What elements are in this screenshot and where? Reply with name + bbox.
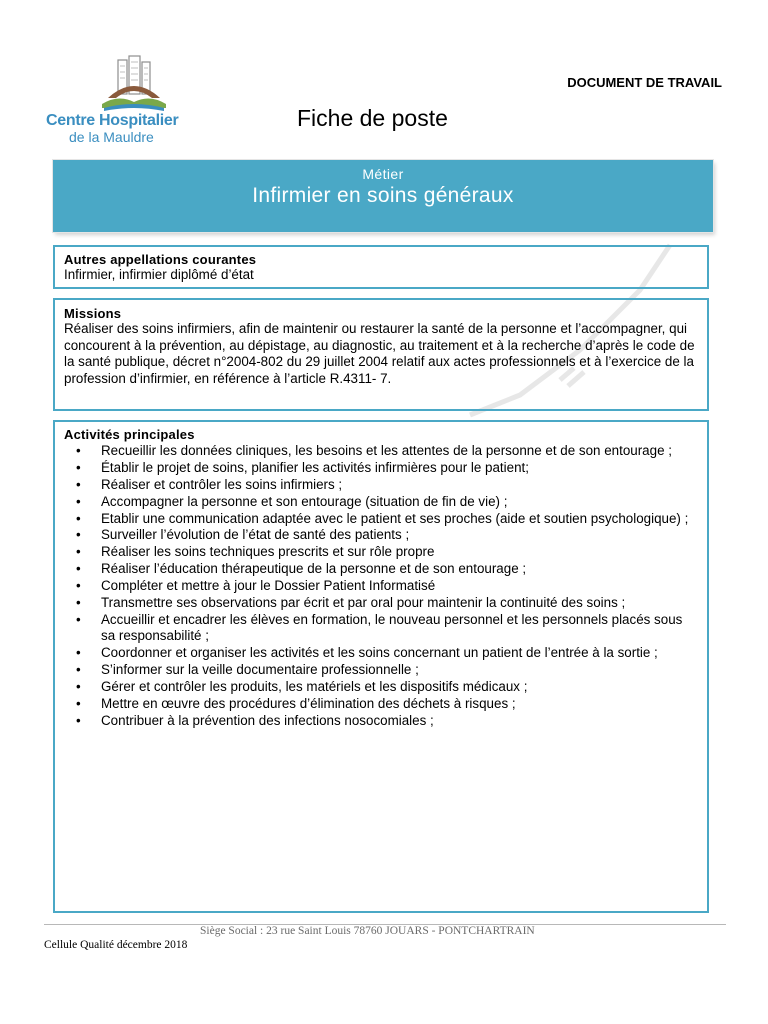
bullet-icon: • <box>76 443 81 458</box>
list-item <box>64 544 697 561</box>
list-item <box>64 662 697 679</box>
bullet-icon: • <box>76 645 81 661</box>
missions-section <box>53 298 709 411</box>
list-item <box>64 578 697 595</box>
list-item-text: Réaliser les soins techniques prescrits et sur rôle propre <box>101 544 435 560</box>
footer-address: Siège Social : 23 rue Saint Louis 78760 JOUARS - PONTCHARTRAIN <box>200 925 535 937</box>
bullet-icon: • <box>76 712 81 728</box>
missions-text: Réaliser des soins infirmiers, afin de maintenir ou restaurer la santé de la personne et l’accompagner, qui concourent à la prévention, au dépistage, au diagnostic, au traitement et à la recherche d’après le code de la santé publique, décret n°2004-802 du 29 juillet 2004 relatif aux actes professionnels et à l’exercice de la profession d’infirmier, en référence à l’article R.4311- 7. <box>64 321 695 386</box>
hospital-building-icon <box>94 54 174 112</box>
metier-title: Infirmier en soins généraux <box>252 184 514 207</box>
bullet-icon: • <box>76 695 81 711</box>
list-item <box>64 645 697 662</box>
list-item <box>64 595 697 612</box>
bullet-icon: • <box>76 544 81 560</box>
list-item <box>64 696 697 713</box>
list-item-text: Contribuer à la prévention des infections nosocomiales ; <box>101 712 434 728</box>
footer-credit: Cellule Qualité décembre 2018 <box>44 939 188 951</box>
logo-name: Centre Hospitalier <box>46 112 179 129</box>
activites-section <box>53 420 709 913</box>
bullet-icon: • <box>76 595 81 611</box>
bullet-icon: • <box>76 510 81 526</box>
bullet-icon: • <box>76 679 81 695</box>
metier-banner <box>53 160 713 232</box>
list-item <box>64 511 697 528</box>
appellations-section <box>53 245 709 289</box>
appellations-text: Infirmier, infirmier diplômé d’état <box>64 267 254 282</box>
list-item <box>64 443 697 460</box>
list-item-text: Coordonner et organiser les activités et les soins concernant un patient de l’entrée à la sortie ; <box>101 645 658 661</box>
missions-heading: Missions <box>64 306 122 321</box>
list-item-text: Surveiller l’évolution de l’état de santé des patients ; <box>101 527 410 543</box>
list-item-text: Etablir une communication adaptée avec le patient et ses proches (aide et soutien psychologique) ; <box>101 510 689 526</box>
list-item-text: Réaliser l’éducation thérapeutique de la personne et de son entourage ; <box>101 561 527 577</box>
document-type-label: DOCUMENT DE TRAVAIL <box>567 75 722 90</box>
list-item <box>64 612 697 645</box>
list-item <box>64 679 697 696</box>
list-item-text: S’informer sur la veille documentaire professionnelle ; <box>101 662 419 678</box>
list-item <box>64 561 697 578</box>
bullet-icon: • <box>76 527 81 543</box>
list-item <box>64 713 697 730</box>
list-item-text: Réaliser et contrôler les soins infirmiers ; <box>101 476 343 492</box>
page-title: Fiche de poste <box>297 105 448 131</box>
activites-heading: Activités principales <box>64 427 195 442</box>
list-item-text: Transmettre ses observations par écrit et par oral pour maintenir la continuité des soins ; <box>101 595 626 611</box>
logo-subtitle: de la Mauldre <box>69 129 154 145</box>
list-item-text: Recueillir les données cliniques, les besoins et les attentes de la personne et de son entourage ; <box>101 443 672 458</box>
list-item <box>64 527 697 544</box>
list-item-text: Établir le projet de soins, planifier les activités infirmières pour le patient; <box>101 459 529 475</box>
metier-label: Métier <box>362 166 404 182</box>
appellations-heading: Autres appellations courantes <box>64 252 257 267</box>
list-item <box>64 460 697 477</box>
list-item <box>64 477 697 494</box>
list-item-text: Mettre en œuvre des procédures d’élimination des déchets à risques ; <box>101 695 516 711</box>
list-item-text: Gérer et contrôler les produits, les matériels et les dispositifs médicaux ; <box>101 679 528 695</box>
list-item <box>64 494 697 511</box>
bullet-icon: • <box>76 493 81 509</box>
bullet-icon: • <box>76 578 81 594</box>
bullet-icon: • <box>76 459 81 475</box>
hospital-logo <box>44 54 204 146</box>
bullet-icon: • <box>76 476 81 492</box>
bullet-icon: • <box>76 561 81 577</box>
list-item-text: Accompagner la personne et son entourage (situation de fin de vie) ; <box>101 493 508 509</box>
list-item-text: Accueillir et encadrer les élèves en formation, le nouveau personnel et les personnels placés sous sa responsabilité ; <box>101 611 683 644</box>
bullet-icon: • <box>76 662 81 678</box>
activity-list <box>64 443 697 729</box>
bullet-icon: • <box>76 611 81 627</box>
list-item-text: Compléter et mettre à jour le Dossier Patient Informatisé <box>101 578 436 594</box>
